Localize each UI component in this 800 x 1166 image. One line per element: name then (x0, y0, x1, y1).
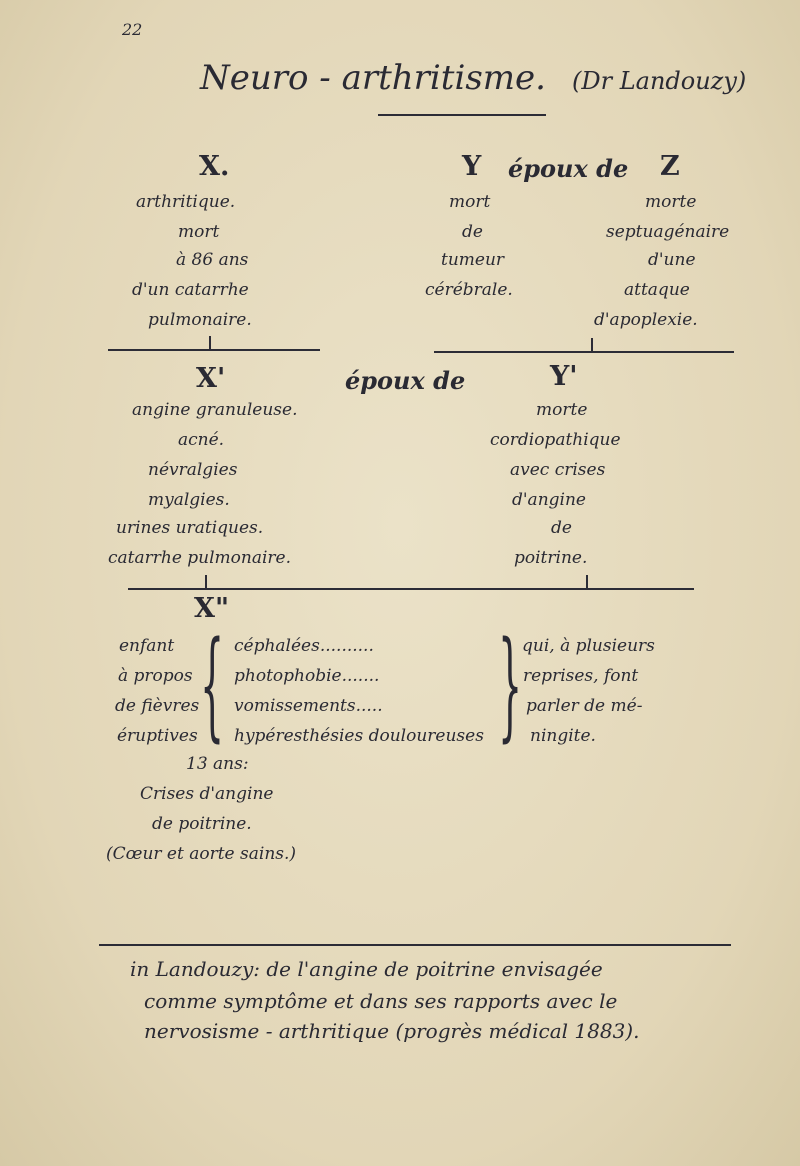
x-prime-line: angine granuleuse. (132, 400, 298, 420)
age-note-line: 13 ans: (186, 754, 249, 774)
page-title: Neuro - arthritisme. (200, 58, 546, 98)
genealogy-tick (209, 336, 211, 350)
spouse-label: époux de (345, 366, 466, 395)
symptom-context-line: de fièvres (115, 696, 200, 716)
z-line: d'une (648, 250, 696, 270)
symptom-context-line: éruptives (117, 726, 198, 746)
y-prime-label: Y' (550, 361, 578, 392)
genealogy-line (108, 349, 320, 351)
z-line: morte (645, 192, 697, 212)
symptom-line: photophobie....... (234, 666, 380, 686)
y-label: Y (462, 151, 482, 182)
y-prime-line: morte (536, 400, 588, 420)
z-line: septuagénaire (606, 222, 730, 242)
genealogy-line (128, 588, 694, 590)
z-line: d'apoplexie. (594, 310, 698, 330)
symptom-effect-line: reprises, font (523, 666, 639, 686)
footnote-line: comme symptôme et dans ses rapports avec le (144, 989, 618, 1013)
spouse-label: époux de (508, 154, 629, 183)
z-line: attaque (624, 280, 690, 300)
footnote-line: in Landouzy: de l'angine de poitrine envisagée (130, 957, 603, 981)
page-title-author: (Dr Landouzy) (572, 67, 747, 95)
x-prime-label: X' (196, 363, 226, 394)
x-prime-line: catarrhe pulmonaire. (108, 548, 292, 568)
z-label: Z (660, 151, 680, 182)
symptom-effect-line: ningite. (530, 726, 596, 746)
symptom-line: hypéresthésies douloureuses (234, 726, 484, 746)
y-line: cérébrale. (425, 280, 513, 300)
symptom-effect-line: qui, à plusieurs (522, 636, 655, 656)
genealogy-tick (591, 338, 593, 352)
genealogy-line (434, 351, 734, 353)
x-second-label: X" (194, 593, 230, 624)
y-line: de (462, 222, 483, 242)
symptom-effect-line: parler de mé- (526, 696, 643, 716)
symptom-context-line: à propos (118, 666, 193, 686)
age-note-line: Crises d'angine (140, 784, 274, 804)
x-line: à 86 ans (176, 250, 249, 270)
y-prime-line: de (551, 518, 572, 538)
right-brace: } (498, 616, 523, 754)
y-line: tumeur (441, 250, 505, 270)
left-brace: { (200, 616, 225, 754)
x-prime-line: névralgies (148, 460, 238, 480)
symptom-context-line: enfant (119, 636, 175, 656)
genealogy-tick (586, 575, 588, 589)
y-line: mort (449, 192, 491, 212)
x-line: arthritique. (136, 192, 236, 212)
x-prime-line: myalgies. (148, 490, 230, 510)
x-line: pulmonaire. (148, 310, 252, 330)
title-underline (378, 114, 546, 116)
x-prime-line: acné. (178, 430, 225, 450)
symptom-line: vomissements..... (234, 696, 383, 716)
age-note-line: (Cœur et aorte sains.) (106, 844, 297, 864)
x-label: X. (199, 151, 230, 182)
footnote-line: nervosisme - arthritique (progrès médical 1883). (144, 1019, 640, 1043)
x-prime-line: urines uratiques. (116, 518, 264, 538)
y-prime-line: d'angine (512, 490, 586, 510)
y-prime-line: cordiopathique (490, 430, 621, 450)
x-line: d'un catarrhe (132, 280, 249, 300)
genealogy-tick (205, 575, 207, 589)
symptom-line: céphalées.......... (234, 636, 374, 656)
y-prime-line: avec crises (510, 460, 606, 480)
age-note-line: de poitrine. (152, 814, 252, 834)
y-prime-line: poitrine. (514, 548, 588, 568)
footnote-rule (99, 944, 731, 946)
page-number: 22 (122, 20, 143, 39)
x-line: mort (178, 222, 220, 242)
